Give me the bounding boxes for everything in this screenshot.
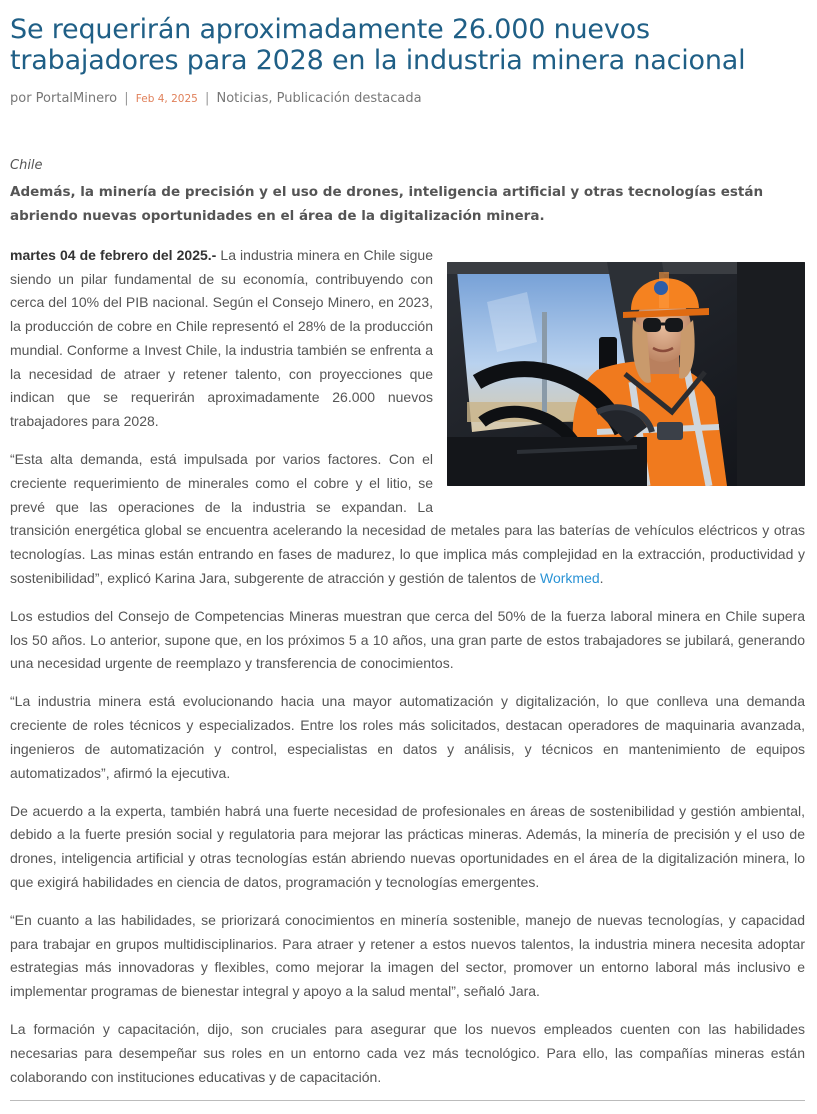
article-body xyxy=(10,157,805,1090)
paragraph: “En cuanto a las habilidades, se priorizará conocimientos en minería sostenible, manejo de nuevas tecnologías, y capacidad para trabajar en grupos multidisciplinarios. Para atraer y retener a estos nuevos talentos, la industria minera necesita adoptar estrategias más innovadoras y flexibles, como mejorar la imagen del sector, promover un entorno laboral más inclusivo e implementar programas de bienestar integral y apoyo a la salud mental”, señaló Jara. xyxy=(10,912,805,1000)
paragraph: Los estudios del Consejo de Competencias Mineras muestran que cerca del 50% de la fuerza laboral minera en Chile supera los 50 años. Lo anterior, supone que, en los próximos 5 a 10 años, una gran parte de estos trabajadores se jubilará, generando una necesidad urgente de reemplazo y transferencia de conocimientos. xyxy=(10,607,805,672)
meta-separator: | xyxy=(204,91,210,106)
post-meta xyxy=(10,90,805,108)
paragraph: La formación y capacitación, dijo, son cruciales para asegurar que los nuevos empleados cuenten con las habilidades necesarias para desempeñar sus roles en un entorno cada vez más tecnológico. Para ello, las compañías mineras están colaborando con instituciones educativas y de capacitación. xyxy=(10,1021,805,1085)
paragraph-end: . xyxy=(599,569,604,586)
author-byline[interactable]: por PortalMinero xyxy=(10,91,118,106)
article-title: Se requerirán aproximadamente 26.000 nuevos trabajadores para 2028 en la industria minera nacional xyxy=(10,14,746,76)
paragraph: “La industria minera está evolucionando hacia una mayor automatización y digitalización, lo que conlleva una demanda creciente de roles técnicos y especializados. Entre los roles más solicitados, destacan operadores de maquinaria avanzada, ingenieros de automatización y control, especialistas en datos y análisis, y técnicos en mantenimiento de equipos automatizados”, afirmó la ejecutiva. xyxy=(10,693,805,781)
post-categories[interactable]: Noticias, Publicación destacada xyxy=(216,91,422,106)
workmed-link[interactable]: Workmed xyxy=(540,569,600,586)
paragraph-text: “Esta alta demanda, está impulsada por varios factores. Con el creciente requerimiento de minerales como el cobre y el litio, se prevé que las operaciones de la industria se expandan. La transición energética global se encuentra acelerando la necesidad de metales para las baterías de vehículos eléctricos y otras tecnologías. Las minas están entrando en fases de madurez, lo que implica más complejidad en la extracción, productividad y sostenibilidad”, explicó Karina Jara, subgerente de atracción y gestión de talentos de xyxy=(10,451,805,586)
paragraph-text: La industria minera en Chile sigue siendo un pilar fundamental de su economía, contribuyendo con cerca del 10% del PIB nacional. Según el Consejo Minero, en 2023, la producción de cobre en Chile representó el 28% de la producción mundial. Conforme a Invest Chile, la industria también se enfrenta a la necesidad de atraer y retener talento, con proyecciones que indican que se requerirán aproximadamente 26.000 nuevos trabajadores para 2028. xyxy=(10,247,433,429)
location-label: Chile xyxy=(10,158,43,173)
dateline: martes 04 de febrero del 2025.- xyxy=(10,247,217,263)
meta-separator: | xyxy=(124,91,129,106)
article-photo-miner-in-truck xyxy=(447,262,805,486)
post-date: Feb 4, 2025 xyxy=(135,93,198,105)
bottom-divider xyxy=(10,1100,805,1101)
paragraph: De acuerdo a la experta, también habrá una fuerte necesidad de profesionales en áreas de sostenibilidad y gestión ambiental, debido a la fuerte presión social y regulatoria para mejorar las prácticas mineras. Además, la minería de precisión y el uso de drones, inteligencia artificial y otras tecnologías están abriendo nuevas oportunidades en el área de la digitalización minera, lo que exigirá habilidades en ciencia de datos, programación y tecnologías emergentes. xyxy=(10,802,805,890)
article-lead: Además, la minería de precisión y el uso de drones, inteligencia artificial y otras tecnologías están abriendo nuevas oportunidades en el área de la digitalización minera. xyxy=(10,184,764,224)
